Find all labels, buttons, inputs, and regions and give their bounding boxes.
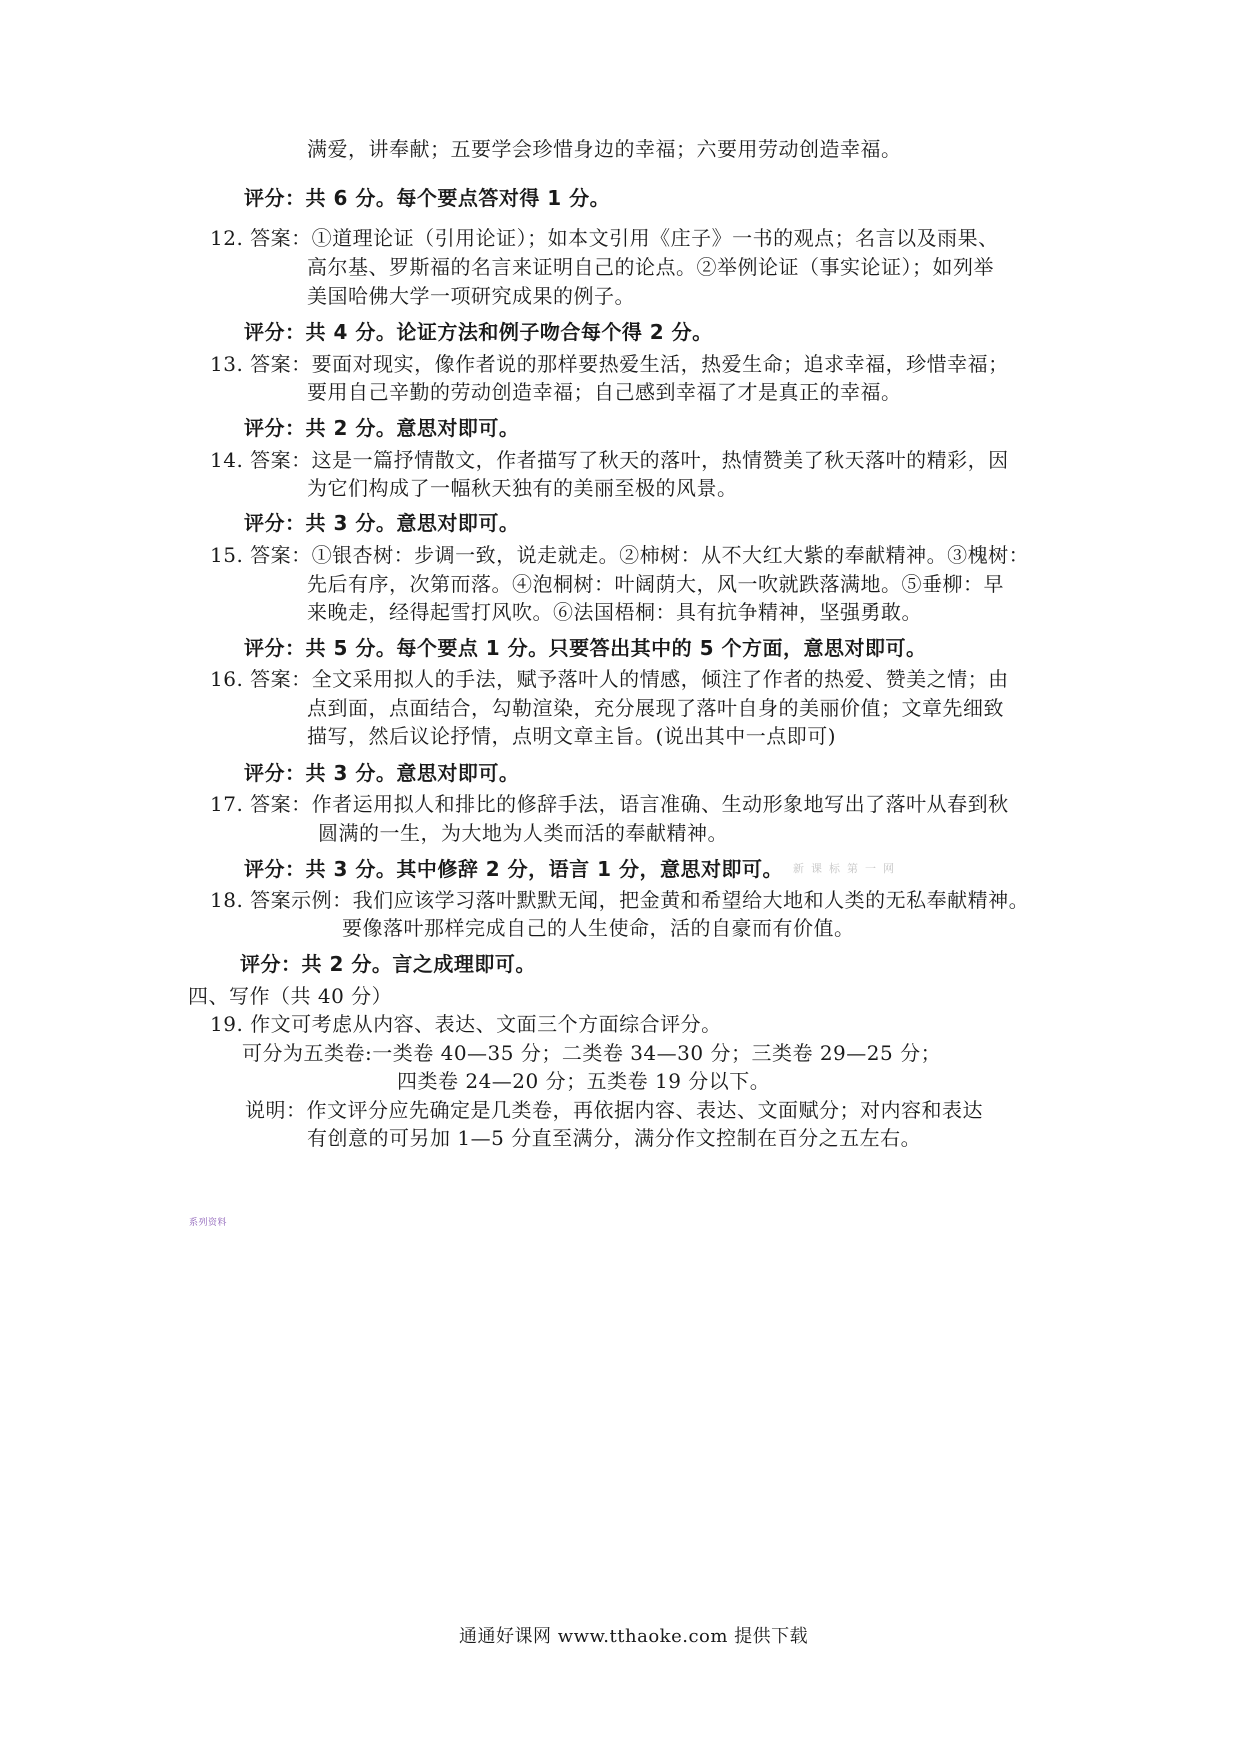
answer-14-line1: 14. 答案：这是一篇抒情散文，作者描写了秋天的落叶，热情赞美了秋天落叶的精彩，因 bbox=[210, 448, 1009, 472]
answer-17-line2: 圆满的一生，为大地为人类而活的奉献精神。 bbox=[318, 821, 728, 845]
scoring-18: 评分：共 2 分。言之成理即可。 bbox=[240, 952, 536, 976]
question-19-line4: 说明：作文评分应先确定是几类卷，再依据内容、表达、文面赋分；对内容和表达 bbox=[245, 1098, 983, 1122]
answer-11-tail: 满爱，讲奉献；五要学会珍惜身边的幸福；六要用劳动创造幸福。 bbox=[307, 137, 902, 161]
answer-15-line3: 来晚走，经得起雪打风吹。⑥法国梧桐：具有抗争精神，坚强勇敢。 bbox=[307, 600, 922, 624]
section-4-heading: 四、写作（共 40 分） bbox=[188, 984, 393, 1008]
answer-16-line1: 16. 答案：全文采用拟人的手法，赋予落叶人的情感，倾注了作者的热爱、赞美之情；由 bbox=[210, 667, 1009, 691]
question-19-line5: 有创意的可另加 1—5 分直至满分，满分作文控制在百分之五左右。 bbox=[307, 1126, 922, 1150]
scoring-12: 评分：共 4 分。论证方法和例子吻合每个得 2 分。 bbox=[244, 320, 713, 344]
answer-13-line1: 13. 答案：要面对现实，像作者说的那样要热爱生活，热爱生命；追求幸福，珍惜幸福； bbox=[210, 352, 1009, 376]
scoring-15: 评分：共 5 分。每个要点 1 分。只要答出其中的 5 个方面，意思对即可。 bbox=[244, 636, 927, 660]
page-footer: 通通好课网 www.tthaoke.com 提供下载 bbox=[459, 1626, 809, 1647]
question-19-line1: 19. 作文可考虑从内容、表达、文面三个方面综合评分。 bbox=[210, 1012, 722, 1036]
answer-15-line1: 15. 答案：①银杏树：步调一致，说走就走。②柿树：从不大红大紫的奉献精神。③槐树： bbox=[210, 543, 1030, 567]
answer-16-line3: 描写，然后议论抒情，点明文章主旨。(说出其中一点即可) bbox=[307, 724, 837, 748]
answer-12-line2: 高尔基、罗斯福的名言来证明自己的论点。②举例论证（事实论证）；如列举 bbox=[307, 255, 994, 279]
answer-15-line2: 先后有序，次第而落。④泡桐树：叶阔荫大，风一吹就跌落满地。⑤垂柳：早 bbox=[307, 572, 1004, 596]
answer-17-line1: 17. 答案：作者运用拟人和排比的修辞手法，语言准确、生动形象地写出了落叶从春到秋 bbox=[210, 792, 1009, 816]
scoring-13: 评分：共 2 分。意思对即可。 bbox=[244, 416, 520, 440]
answer-18-line2: 要像落叶那样完成自己的人生使命，活的自豪而有价值。 bbox=[342, 916, 855, 940]
answer-12-line3: 美国哈佛大学一项研究成果的例子。 bbox=[307, 284, 635, 308]
series-material-label: 系列资料 bbox=[189, 1218, 228, 1228]
answer-18-line1: 18. 答案示例：我们应该学习落叶默默无闻，把金黄和希望给大地和人类的无私奉献精神。 bbox=[210, 888, 1030, 912]
scoring-14: 评分：共 3 分。意思对即可。 bbox=[244, 511, 520, 535]
question-19-line2: 可分为五类卷:一类卷 40—35 分；二类卷 34—30 分；三类卷 29—25 分； bbox=[242, 1041, 942, 1065]
answer-12-line1: 12. 答案：①道理论证（引用论证）；如本文引用《庄子》一书的观点；名言以及雨果、 bbox=[210, 226, 999, 250]
scoring-11: 评分：共 6 分。每个要点答对得 1 分。 bbox=[244, 186, 611, 210]
question-19-line3: 四类卷 24—20 分；五类卷 19 分以下。 bbox=[397, 1069, 771, 1093]
scoring-17: 评分：共 3 分。其中修辞 2 分，语言 1 分，意思对即可。 bbox=[244, 857, 784, 881]
answer-14-line2: 为它们构成了一幅秋天独有的美丽至极的风景。 bbox=[307, 476, 738, 500]
answer-13-line2: 要用自己辛勤的劳动创造幸福；自己感到幸福了才是真正的幸福。 bbox=[307, 380, 902, 404]
answer-16-line2: 点到面，点面结合，勾勒渲染，充分展现了落叶自身的美丽价值；文章先细致 bbox=[307, 696, 1004, 720]
scoring-16: 评分：共 3 分。意思对即可。 bbox=[244, 761, 520, 785]
watermark-text: 新课标第一网 bbox=[793, 862, 901, 875]
